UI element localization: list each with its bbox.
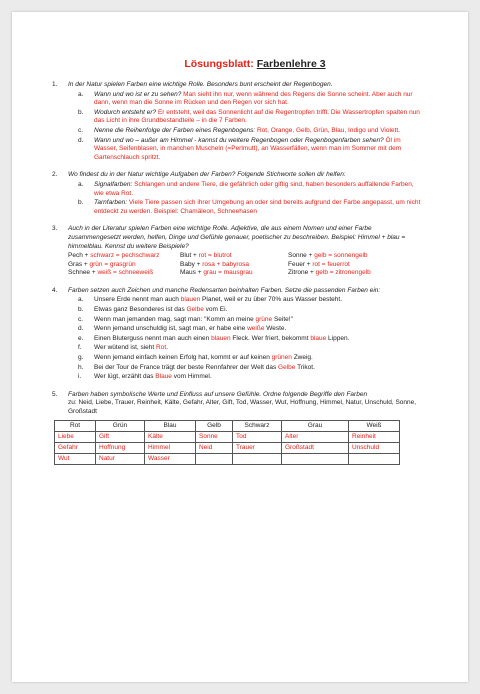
table-cell: Wut bbox=[55, 453, 96, 464]
grid-cell: Blut + rot = blutrot bbox=[180, 252, 232, 260]
item-letter: d. bbox=[78, 325, 84, 333]
fill-in-item bbox=[68, 354, 424, 363]
answer-word: blauen bbox=[180, 296, 201, 304]
question-text: Wo findest du in der Natur wichtige Aufgaben der Farben? Folgende Stichworte sollen dir helfen: bbox=[68, 171, 346, 179]
grid-cell: Pech + schwarz = pechschwarz bbox=[68, 252, 160, 260]
grid-cell: Gras + grün = grasgrün bbox=[68, 260, 136, 268]
sentence-text: Etwas ganz Besonderes ist das bbox=[94, 306, 187, 314]
worksheet-content bbox=[52, 58, 424, 465]
answer-text: Schlangen und andere Tiere, die gefährlich oder giftig sind, haben besonders auffallende Farben, wie etwa Rot. bbox=[94, 180, 414, 197]
answer-text: Öl im Wasser, Seifenblasen, in manchen Muscheln (=Perlmutt), an Wasserfällen, wenn man im Sommer mit dem Gartenschlauch spritzt. bbox=[94, 136, 402, 161]
subquestion-prompt: Wann und wo – außer am Himmel - kannst du weitere Regenbogen oder Regenbogenfarben sehen? bbox=[94, 136, 384, 144]
sentence-text: Lippen. bbox=[326, 334, 350, 342]
answer-word: Gelbe bbox=[186, 306, 204, 314]
sentence-text: vom Ei. bbox=[203, 306, 228, 314]
fill-in-list bbox=[68, 296, 424, 381]
grid-cell: Maus + grau = mausgrau bbox=[180, 269, 253, 277]
subquestion-c: c. Nenne die Reihenfolge der Farben eines Regenbogens: Rot, Orange, Gelb, Grün, Blau, Indigo und Violett. bbox=[78, 126, 400, 134]
item-letter: i. bbox=[78, 373, 82, 381]
grid-cell: Zitrone + gelb = zitronengelb bbox=[288, 269, 371, 277]
table-header-row bbox=[55, 420, 400, 431]
subquestion-prompt: Wann und wo ist er zu sehen? bbox=[94, 90, 182, 98]
table-cell: Unschuld bbox=[349, 442, 400, 453]
subquestion-prompt: Signalfarben: bbox=[94, 180, 133, 188]
sentence-text: Seite!" bbox=[272, 315, 293, 323]
fill-in-item bbox=[68, 335, 424, 344]
table-cell: Trauer bbox=[233, 442, 282, 453]
term-list: zu: Neid, Liebe, Trauer, Reinheit, Kälte, Gefahr, Alter, Gift, Tod, Wasser, Wut, Hoffnung, Himmel, Natur, Unschuld, Sonne, Großstadt bbox=[68, 399, 417, 415]
table-cell: Kälte bbox=[145, 431, 196, 442]
sentence-text: Fleck. Wer friert, bekommt bbox=[230, 334, 311, 342]
table-cell: Neid bbox=[196, 442, 233, 453]
sentence-text: . bbox=[166, 344, 168, 352]
answer-word: blauen bbox=[211, 334, 231, 342]
sentence-text: Zweig. bbox=[291, 354, 313, 362]
table-header-cell: Grün bbox=[96, 420, 145, 431]
subquestion-b: b. Wodurch entsteht er? Er entsteht, weil das Sonnenlicht auf die Regentropfen trifft. Die Wassertropfen spalten nun das Licht in ihre Grundbestandteile – in die 7 Farben. bbox=[78, 108, 420, 125]
table-row bbox=[55, 431, 400, 442]
table-header-cell: Gelb bbox=[196, 420, 233, 431]
question-2 bbox=[52, 171, 424, 216]
answer-word: Gelbe bbox=[278, 363, 296, 371]
sentence-text: Wer lügt, erzählt das bbox=[94, 373, 156, 381]
table-header-cell: Schwarz bbox=[233, 420, 282, 431]
answer-text: Man sieht ihn nur, wenn während des Regens die Sonne scheint. Aber auch nur dann, wenn man die Sonne im Rücken und den Regen vor sich hat. bbox=[94, 90, 413, 107]
table-cell: Liebe bbox=[55, 431, 96, 442]
grid-cell: Schnee + weiß = schneeweiß bbox=[68, 269, 154, 277]
worksheet-page bbox=[12, 12, 468, 682]
subquestion-b: b. Tarnfarben: Viele Tiere passen sich ihrer Umgebung an oder sind bereits aufgrund der Farbe angepasst, um nicht entdeckt zu werden. Beispiel: Chamäleon, Schneehasen bbox=[78, 199, 421, 215]
title-main: Farbenlehre 3 bbox=[256, 58, 326, 70]
sentence-text: Einen Bluterguss nennt man auch einen bbox=[94, 334, 212, 342]
table-cell bbox=[196, 453, 233, 464]
grid-cell: Baby + rosa + babyrosa bbox=[180, 260, 250, 268]
question-3 bbox=[52, 225, 424, 278]
question-text: In der Natur spielen Farben eine wichtige Rolle. Besonders bunt erscheint der Regenbogen. bbox=[68, 81, 333, 88]
subquestion-d: d. Wann und wo – außer am Himmel - kannst du weitere Regenbogen oder Regenbogenfarben sehen? Öl im Wasser, Seifenblasen, in manchen Muscheln (=Perlmutt), an Wasserfällen, wenn man im Sommer mit dem Gartenschlauch spritzt. bbox=[78, 136, 402, 161]
answer-word: Blaue bbox=[155, 373, 172, 381]
sentence-text: Wenn man jemanden mag, sagt man: "Komm an meine bbox=[94, 315, 256, 323]
table-header-cell: Grau bbox=[282, 420, 349, 431]
table-cell: Gift bbox=[96, 431, 145, 442]
answer-word: weiße bbox=[247, 325, 265, 333]
fill-in-item bbox=[68, 364, 424, 373]
question-text: Farben setzen auch Zeichen und manche Redensarten beinhalten Farben. Setze die passenden Farben ein: bbox=[68, 286, 381, 294]
answer-word: grüne bbox=[255, 315, 273, 323]
question-number: 5. bbox=[52, 390, 58, 398]
table-cell: Gefahr bbox=[55, 442, 96, 453]
subquestion-a: a. Signalfarben: Schlangen und andere Tiere, die gefährlich oder giftig sind, haben besonders auffallende Farben, wie etwa Rot. bbox=[78, 180, 414, 197]
answer-word: Rot bbox=[156, 344, 167, 352]
sentence-text: vom Himmel. bbox=[171, 373, 212, 381]
table-cell: Sonne bbox=[196, 431, 233, 442]
item-letter: c. bbox=[78, 315, 84, 323]
answer-word: blaue bbox=[310, 334, 327, 342]
answer-word: grünen bbox=[271, 354, 292, 362]
title-prefix: Lösungsblatt: bbox=[184, 58, 254, 70]
table-cell bbox=[282, 453, 349, 464]
item-letter: e. bbox=[78, 334, 84, 342]
question-number: 3. bbox=[52, 225, 58, 233]
question-number: 4. bbox=[52, 286, 58, 294]
fill-in-item bbox=[68, 373, 424, 382]
sentence-text: Wenn jemand einfach keinen Erfolg hat, kommt er auf keinen bbox=[94, 354, 272, 362]
table-cell: Großstadt bbox=[282, 442, 349, 453]
question-5 bbox=[52, 391, 424, 417]
sentence-text: Weste. bbox=[264, 325, 287, 333]
color-association-table bbox=[54, 420, 400, 465]
answer-text: Rot, Orange, Gelb, Grün, Blau, Indigo und Violett. bbox=[255, 126, 400, 134]
fill-in-item bbox=[68, 316, 424, 325]
table-cell: Himmel bbox=[145, 442, 196, 453]
subquestion-a: a. Wann und wo ist er zu sehen? Man sieht ihn nur, wenn während des Regens die Sonne scheint. Aber auch nur dann, wenn man die Sonne im Rücken und den Regen vor sich hat. bbox=[78, 90, 413, 107]
question-number: 1. bbox=[52, 81, 58, 88]
item-letter: h. bbox=[78, 363, 84, 371]
table-cell bbox=[233, 453, 282, 464]
answer-text: Er entsteht, weil das Sonnenlicht auf die Regentropfen trifft. Die Wassertropfen spalten nun das Licht in ihre Grundbestandteile – in die 7 Farben. bbox=[94, 108, 420, 125]
item-letter: b. bbox=[78, 306, 84, 314]
compound-adjective-grid bbox=[68, 252, 424, 278]
table-cell: Natur bbox=[96, 453, 145, 464]
table-header-cell: Weiß bbox=[349, 420, 400, 431]
question-text: Auch in der Literatur spielen Farben eine wichtige Rolle. Adjektive, die aus einem Nomen und einer Farbe zusammengesetzt werden, helfen, Dinge und Gefühle genauer, poetischer zu beschreiben. Beispiel: Himmel + blau = himmelblau. Kennst du weitere Beispiele? bbox=[68, 225, 406, 250]
question-text: Farben haben symbolische Werte und Einfluss auf unsere Gefühle. Ordne folgende Begriffe den Farben bbox=[68, 390, 368, 398]
question-4 bbox=[52, 287, 424, 382]
question-number: 2. bbox=[52, 171, 58, 179]
table-row bbox=[55, 442, 400, 453]
fill-in-item bbox=[68, 344, 424, 353]
sentence-text: Planet, weil er zu über 70% aus Wasser besteht. bbox=[200, 296, 342, 304]
table-cell: Hoffnung bbox=[96, 442, 145, 453]
table-header-cell: Blau bbox=[145, 420, 196, 431]
fill-in-item bbox=[68, 325, 424, 334]
page-title bbox=[86, 58, 424, 71]
grid-cell: Feuer + rot = feuerrot bbox=[288, 260, 350, 268]
subquestion-prompt: Wodurch entsteht er? bbox=[94, 108, 157, 116]
subquestion-prompt: Nenne die Reihenfolge der Farben eines Regenbogens: bbox=[94, 126, 256, 134]
grid-cell: Sonne + gelb = sonnengelb bbox=[288, 252, 368, 260]
table-cell bbox=[349, 453, 400, 464]
subquestion-prompt: Tarnfarben: bbox=[94, 199, 128, 207]
table-cell: Alter bbox=[282, 431, 349, 442]
sentence-text: Wer wütend ist, sieht bbox=[94, 344, 157, 352]
answer-text: Viele Tiere passen sich ihrer Umgebung an oder sind bereits aufgrund der Farbe angepasst, um nicht entdeckt zu werden. Beispiel: Chamäleon, Schneehasen bbox=[94, 199, 421, 215]
table-cell: Reinheit bbox=[349, 431, 400, 442]
sentence-text: Unsere Erde nennt man auch bbox=[94, 296, 181, 304]
table-cell: Wasser bbox=[145, 453, 196, 464]
item-letter: f. bbox=[78, 344, 82, 352]
fill-in-item bbox=[68, 306, 424, 315]
question-1 bbox=[52, 81, 424, 162]
item-letter: g. bbox=[78, 354, 84, 362]
sentence-text: Wenn jemand unschuldig ist, sagt man, er habe eine bbox=[94, 325, 248, 333]
table-cell: Tod bbox=[233, 431, 282, 442]
item-letter: a. bbox=[78, 296, 84, 304]
sentence-text: Bei der Tour de France trägt der beste Rennfahrer der Welt das bbox=[94, 363, 279, 371]
fill-in-item bbox=[68, 296, 424, 305]
table-header-cell: Rot bbox=[55, 420, 96, 431]
sentence-text: Trikot. bbox=[295, 363, 315, 371]
table-row bbox=[55, 453, 400, 464]
